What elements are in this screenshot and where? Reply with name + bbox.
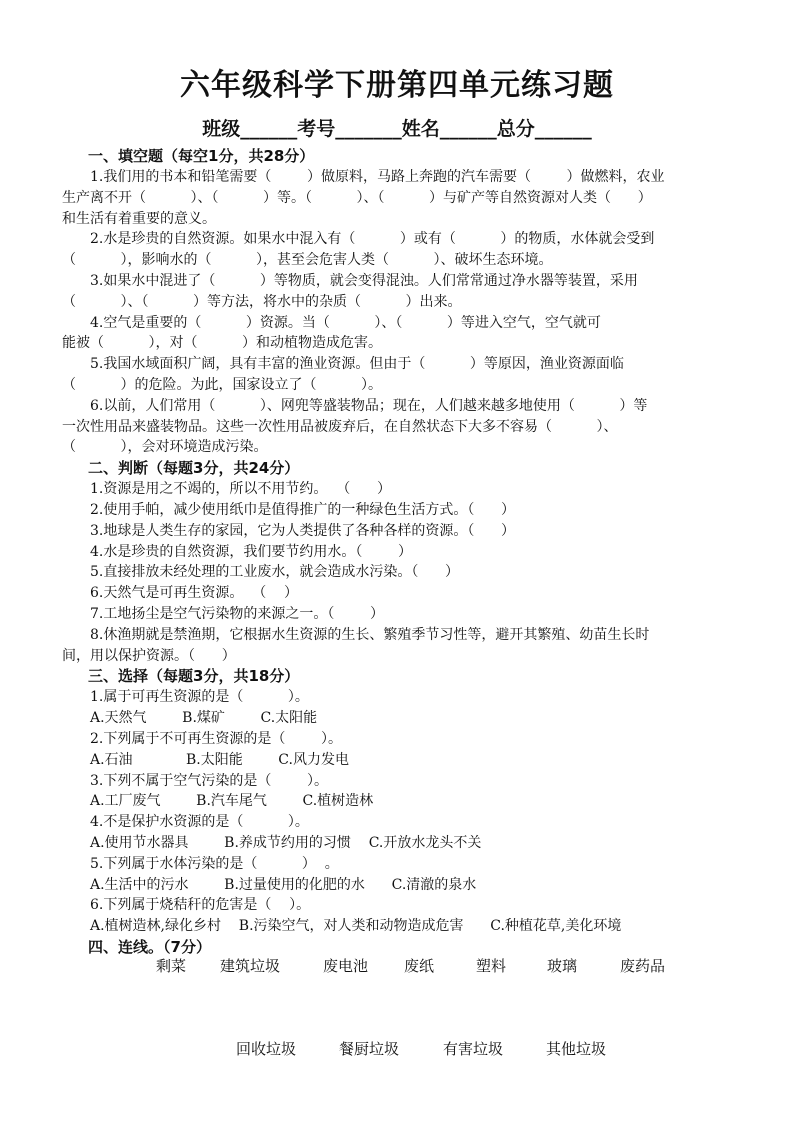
- question-line: 6.下列属于烧秸秆的危害是（ ）。: [90, 897, 311, 914]
- question-line: 1.属于可再生资源的是（ ）。: [90, 689, 309, 706]
- question-line: （ ）、（ ）等方法，将水中的杂质（ ）出来。: [62, 293, 462, 310]
- matching-item[interactable]: 废药品: [620, 957, 666, 975]
- page-title: 六年级科学下册第四单元练习题: [180, 68, 614, 103]
- section-heading-matching: 四、连线。（7分）: [88, 937, 211, 956]
- question-line: 2.下列属于不可再生资源的是（ ）。: [90, 730, 342, 747]
- question-line: 8.休渔期就是禁渔期，它根据水生资源的生长、繁殖季节习性等，避开其繁殖、幼苗生长时: [90, 626, 650, 643]
- question-line: 间，用以保护资源。（ ）: [62, 647, 236, 664]
- worksheet-content: [62, 146, 736, 958]
- question-line: 6.以前，人们常用（ ）、网兜等盛装物品；现在，人们越来越多地使用（ ）等: [90, 397, 648, 414]
- option-line: A.使用节水器具 B.养成节约用的习惯 C.开放水龙头不关: [90, 834, 482, 851]
- question-line: 一次性用品来盛装物品。这些一次性用品被废弃后，在自然状态下大多不容易（ ）、: [62, 418, 618, 435]
- question-line: 4.不是保护水资源的是（ ）。: [90, 814, 309, 831]
- question-line: 1.我们用的书本和铅笔需要（ ）做原料，马路上奔跑的汽车需要（ ）做燃料，农业: [90, 169, 665, 185]
- question-line: 1.资源是用之不竭的，所以不用节约。 （ ）: [90, 481, 391, 498]
- matching-item[interactable]: 塑料: [476, 957, 507, 975]
- option-line: A.工厂废气 B.汽车尾气 C.植树造林: [90, 793, 374, 810]
- matching-category[interactable]: 有害垃圾: [443, 1040, 504, 1058]
- question-line: 3.如果水中混进了（ ）等物质，就会变得混浊。人们常常通过净水器等装置，采用: [90, 272, 638, 289]
- matching-item[interactable]: 废纸: [404, 957, 435, 975]
- question-line: 2.使用手帕，减少使用纸巾是值得推广的一种绿色生活方式。（ ）: [90, 501, 516, 518]
- question-line: 2.水是珍贵的自然资源。如果水中混入有（ ）或有（ ）的物质，水体就会受到: [90, 231, 655, 248]
- option-line: A.植树造林,绿化乡村 B.污染空气，对人类和动物造成危害 C.种植花草,美化环境: [90, 918, 622, 935]
- section-heading-multiple-choice: 三、选择（每题3分，共18分）: [88, 667, 300, 686]
- matching-item[interactable]: 剩菜: [156, 957, 187, 975]
- matching-category[interactable]: 其他垃圾: [546, 1040, 607, 1058]
- student-info-line: 班级______考号_______姓名______总分______: [202, 118, 592, 140]
- matching-category[interactable]: 回收垃圾: [236, 1040, 297, 1058]
- question-line: 5.我国水域面积广阔，具有丰富的渔业资源。但由于（ ）等原因，渔业资源面临: [90, 356, 624, 373]
- question-line: 4.空气是重要的（ ）资源。当（ ）、（ ）等进入空气，空气就可: [90, 314, 601, 331]
- question-line: 能被（ ），对（ ）和动植物造成危害。: [62, 335, 383, 352]
- question-line: 5.下列属于水体污染的是（ ） 。: [90, 855, 339, 872]
- question-line: 5.直接排放未经处理的工业废水，就会造成水污染。（ ）: [90, 564, 460, 581]
- question-line: 生产离不开（ ）、（ ）等。（ ）、（ ）与矿产等自然资源对人类（ ）: [62, 189, 652, 206]
- section-heading-true-false: 二、判断（每题3分，共24分）: [88, 459, 300, 478]
- question-line: （ ），会对环境造成污染。: [62, 439, 268, 456]
- question-line: 和生活有着重要的意义。: [62, 210, 216, 227]
- question-line: 6.天然气是可再生资源。 （ ）: [90, 585, 299, 602]
- question-line: 3.地球是人类生存的家园，它为人类提供了各种各样的资源。（ ）: [90, 522, 516, 539]
- matching-item[interactable]: 废电池: [323, 957, 369, 975]
- question-line: （ ）的危险。为此，国家设立了（ ）。: [62, 376, 383, 393]
- matching-item[interactable]: 建筑垃圾: [220, 957, 281, 975]
- question-line: （ ），影响水的（ ），甚至会危害人类（ ）、破坏生态环境。: [62, 252, 553, 269]
- matching-item[interactable]: 玻璃: [547, 957, 578, 975]
- question-line: 7.工地扬尘是空气污染物的来源之一。（ ）: [90, 605, 384, 622]
- matching-category[interactable]: 餐厨垃圾: [339, 1040, 400, 1058]
- question-line: 4.水是珍贵的自然资源，我们要节约用水。（ ）: [90, 543, 412, 560]
- section-heading-fill-in: 一、填空题（每空1分，共28分）: [88, 147, 315, 165]
- option-line: A.石油 B.太阳能 C.风力发电: [90, 751, 349, 768]
- question-line: 3.下列不属于空气污染的是（ ）。: [90, 772, 328, 789]
- option-line: A.生活中的污水 B.过量使用的化肥的水 C.清澈的泉水: [90, 876, 477, 893]
- option-line: A.天然气 B.煤矿 C.太阳能: [90, 710, 318, 727]
